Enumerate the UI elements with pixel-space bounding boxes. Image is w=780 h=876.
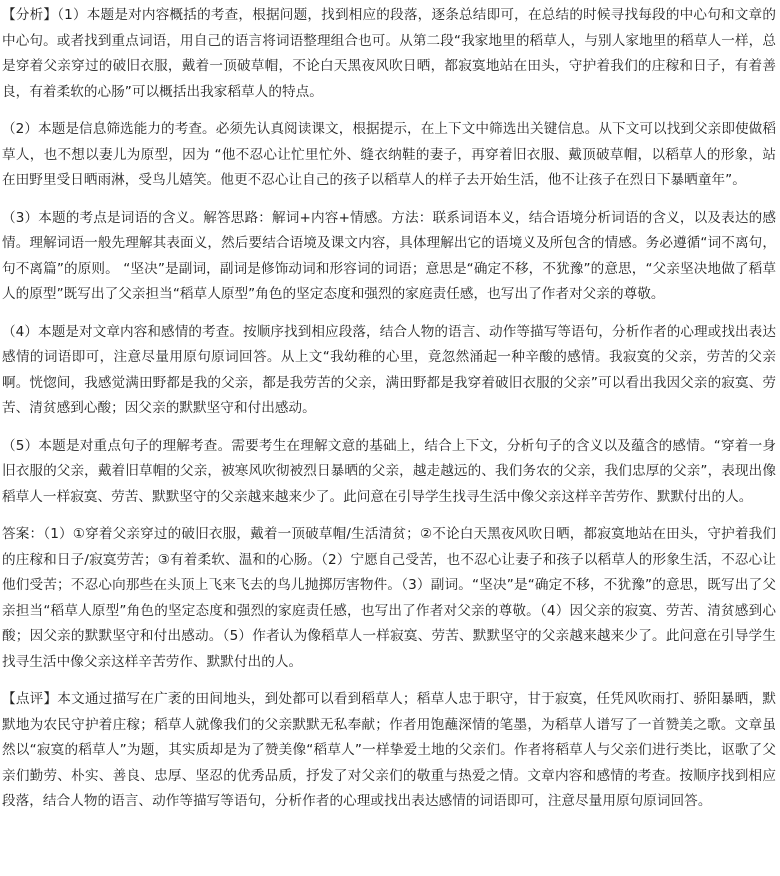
analysis-part-3: （3）本题的考点是词语的含义。解答思路：解词+内容+情感。方法：联系词语本义，结合语境分析词语的含义，以及表达的感情。理解词语一般先理解其表面义，然后要结合语境及课文内容，具体理解出它的语境义及所包含的情感。务必遵循“词不离句，句不离篇”的原则。 “坚决”是副词，副词是修饰动词和形容词的词语；意思是“确定不移，不犹豫”的意思，“父亲坚决地做了稻草人的原型”既写出了父亲担当“稻草人原型”角色的坚定态度和强烈的家庭责任感，也写出了作者对父亲的尊敬。 <box>2 209 776 302</box>
comment-section: 【点评】本文通过描写在广袤的田间地头，到处都可以看到稻草人；稻草人忠于职守，甘于寂寞，任凭风吹雨打、骄阳暴晒，默默地为农民守护着庄稼；稻草人就像我们的父亲默默无私奉献；作者用饱蘸深情的笔墨，为稻草人谱写了一首赞美之歌。文章虽然以“寂寞的稻草人”为题，其实质却是为了赞美像“稻草人”一样挚爱土地的父亲们。作者将稻草人与父亲们进行类比，讴歌了父亲们勤劳、朴实、善良、忠厚、坚忍的优秀品质，抒发了对父亲们的敬重与热爱之情。文章内容和感情的考查。按顺序找到相应段落，结合人物的语言、动作等描写等语句，分析作者的心理或找出表达感情的词语即可，注意尽量用原句原词回答。 <box>2 691 776 809</box>
analysis-part-2: （2）本题是信息筛选能力的考查。必须先认真阅读课文，根据提示，在上下文中筛选出关键信息。从下文可以找到父亲即使做稻草人，也不想以妻儿为原型，因为 “他不忍心让忙里忙外、缝衣纳鞋的妻子，再穿着旧衣服、戴顶破草帽，以稻草人的形象，站在田野里受日晒雨淋，受鸟儿嬉笑。他更不忍心让自己的孩子以稻草人的样子去开始生活，他不让孩子在烈日下暴晒童年”。 <box>2 121 776 188</box>
answer-section: 答案：（1）①穿着父亲穿过的破旧衣服，戴着一顶破草帽/生活清贫；②不论白天黑夜风吹日晒，都寂寞地站在田头，守护着我们的庄稼和日子/寂寞劳苦；③有着柔软、温和的心肠。（2）宁愿自己受苦，也不忍心让妻子和孩子以稻草人的形象生活，不忍心让他们受苦；不忍心向那些在头顶上飞来飞去的鸟儿抛掷厉害物件。（3）副词。“坚决”是“确定不移，不犹豫”的意思，既写出了父亲担当“稻草人原型”角色的坚定态度和强烈的家庭责任感，也写出了作者对父亲的尊敬。（4）因父亲的寂寞、劳苦、清贫感到心酸；因父亲的默默坚守和付出感动。（5）作者认为像稻草人一样寂寞、劳苦、默默坚守的父亲越来越来少了。此问意在引导学生找寻生活中像父亲这样辛苦劳作、默默付出的人。 <box>2 526 776 670</box>
analysis-part-1: 【分析】（1）本题是对内容概括的考查，根据问题，找到相应的段落，逐条总结即可，在总结的时候寻找每段的中心句和文章的中心句。或者找到重点词语，用自己的语言将词语整理组合也可。从第二段“我家地里的稻草人，与别人家地里的稻草人一样，总是穿着父亲穿过的破旧衣服，戴着一顶破草帽，不论白天黑夜风吹日晒，都寂寞地站在田头，守护着我们的庄稼和日子，有着善良，有着柔软的心肠”可以概括出我家稻草人的特点。 <box>2 7 776 100</box>
analysis-part-5: （5）本题是对重点句子的理解考查。需要考生在理解文意的基础上，结合上下文，分析句子的含义以及蕴含的感情。“穿着一身旧衣服的父亲，戴着旧草帽的父亲，被寒风吹彻被烈日暴晒的父亲，越走越远的、我们务农的父亲，我们忠厚的父亲”，表现出像稻草人一样寂寞、劳苦、默默坚守的父亲越来越来少了。此问意在引导学生找寻生活中像父亲这样辛苦劳作、默默付出的人。 <box>2 437 776 505</box>
analysis-part-4: （4）本题是对文章内容和感情的考查。按顺序找到相应段落，结合人物的语言、动作等描写等语句，分析作者的心理或找出表达感情的词语即可，注意尽量用原句原词回答。从上文“我幼稚的心里，竟忽然涌起一种辛酸的感情。我寂寞的父亲，劳苦的父亲啊。恍惚间，我感觉满田野都是我的父亲，都是我劳苦的父亲，满田野都是我穿着破旧衣服的父亲”可以看出我因父亲的寂寞、劳苦、清贫感到心酸；因父亲的默默坚守和付出感动。 <box>2 323 776 416</box>
